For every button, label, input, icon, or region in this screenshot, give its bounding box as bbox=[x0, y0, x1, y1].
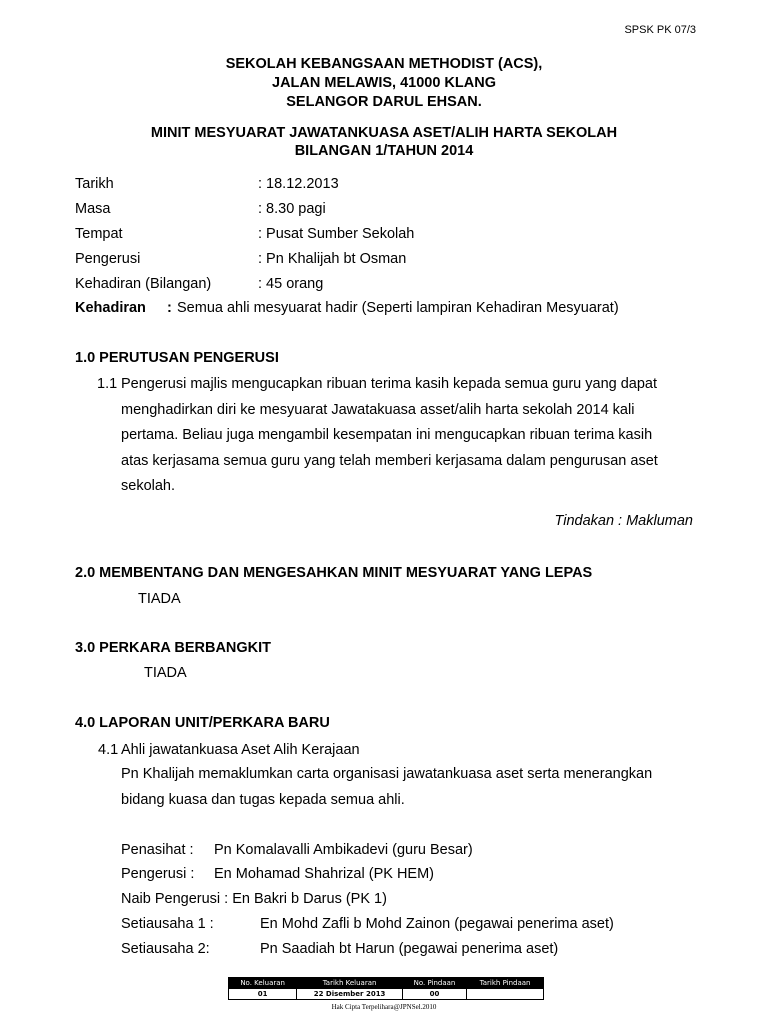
info-value-masa: : 8.30 pagi bbox=[258, 201, 326, 217]
section-3-content: TIADA bbox=[144, 665, 187, 681]
minutes-title: MINIT MESYUARAT JAWATANKUASA ASET/ALIH HARTA SEKOLAH bbox=[150, 125, 618, 141]
info-value-bilangan: : 45 orang bbox=[258, 276, 324, 292]
member-role-setiausaha-1: Setiausaha 1 : bbox=[121, 916, 214, 932]
section-1-line: sekolah. bbox=[121, 478, 176, 494]
section-1-line: pertama. Beliau juga mengambil kesempatan ini mengucapkan ribuan terima kasih bbox=[121, 427, 653, 443]
section-4-item-number: 4.1 bbox=[98, 742, 119, 758]
info-label-tarikh: Tarikh bbox=[75, 176, 114, 192]
section-1-line: menghadirkan diri ke mesyuarat Jawatakuasa asset/alih harta sekolah 2014 kali bbox=[121, 401, 635, 418]
member-role-penasihat: Penasihat : bbox=[121, 842, 194, 858]
section-4-description bbox=[121, 762, 701, 813]
info-label-masa: Masa bbox=[75, 201, 111, 217]
school-name: SEKOLAH KEBANGSAAN METHODIST (ACS), bbox=[225, 56, 543, 72]
section-1-line: Pengerusi majlis mengucapkan ribuan terima kasih kepada semua guru yang dapat bbox=[121, 376, 658, 392]
section-4-line: Pn Khalijah memaklumkan carta organisasi jawatankuasa aset serta menerangkan bbox=[121, 766, 653, 782]
footer-header-tarikh-keluaran: Tarikh Keluaran bbox=[297, 978, 403, 989]
member-naib-pengerusi: Naib Pengerusi : En Bakri b Darus (PK 1) bbox=[121, 891, 387, 907]
section-2-heading: 2.0 MEMBENTANG DAN MENGESAHKAN MINIT MESYUARAT YANG LEPAS bbox=[75, 565, 593, 581]
member-name-pengerusi: En Mohamad Shahrizal (PK HEM) bbox=[214, 866, 434, 882]
info-label-tempat: Tempat bbox=[75, 226, 123, 242]
member-name-setiausaha-2: Pn Saadiah bt Harun (pegawai penerima aset) bbox=[260, 941, 559, 957]
section-4-line: bidang kuasa dan tugas kepada semua ahli. bbox=[121, 791, 405, 808]
document-control-table bbox=[228, 977, 544, 1000]
footer-value-tarikh-pindaan bbox=[467, 989, 544, 1000]
member-role-pengerusi: Pengerusi : bbox=[121, 866, 195, 882]
footer-value-no-pindaan: 00 bbox=[402, 989, 466, 1000]
footer-header-no-pindaan: No. Pindaan bbox=[402, 978, 466, 989]
document-code: SPSK PK 07/3 bbox=[624, 24, 696, 36]
footer-value-tarikh-keluaran: 22 Disember 2013 bbox=[297, 989, 403, 1000]
section-1-heading: 1.0 PERUTUSAN PENGERUSI bbox=[75, 350, 279, 366]
footer-header-no-keluaran: No. Keluaran bbox=[229, 978, 297, 989]
section-4-heading: 4.0 LAPORAN UNIT/PERKARA BARU bbox=[75, 715, 330, 731]
member-name-setiausaha-1: En Mohd Zafli b Mohd Zainon (pegawai penerima aset) bbox=[260, 916, 614, 932]
attendance-colon: : bbox=[167, 300, 172, 316]
member-role-setiausaha-2: Setiausaha 2: bbox=[121, 941, 210, 957]
school-state: SELANGOR DARUL EHSAN. bbox=[286, 94, 482, 110]
section-1-action: Tindakan : Makluman bbox=[554, 513, 693, 529]
section-1-item-number: 1.1 bbox=[97, 376, 118, 392]
info-value-pengerusi: : Pn Khalijah bt Osman bbox=[258, 251, 407, 267]
section-4-item-title: Ahli jawatankuasa Aset Alih Kerajaan bbox=[121, 742, 360, 758]
footer-header-tarikh-pindaan: Tarikh Pindaan bbox=[467, 978, 544, 989]
attendance-value: Semua ahli mesyuarat hadir (Seperti lampiran Kehadiran Mesyuarat) bbox=[177, 300, 619, 316]
school-address: JALAN MELAWIS, 41000 KLANG bbox=[272, 75, 496, 91]
attendance-label: Kehadiran bbox=[75, 300, 146, 316]
section-3-heading: 3.0 PERKARA BERBANGKIT bbox=[75, 640, 272, 656]
section-1-body bbox=[97, 372, 701, 500]
info-label-bilangan: Kehadiran (Bilangan) bbox=[75, 276, 212, 292]
info-label-pengerusi: Pengerusi bbox=[75, 251, 141, 267]
member-name-penasihat: Pn Komalavalli Ambikadevi (guru Besar) bbox=[214, 842, 473, 858]
copyright-notice: Hak Cipta Terpelihara@JPNSel.2010 bbox=[331, 1003, 437, 1011]
info-value-tarikh: : 18.12.2013 bbox=[258, 176, 339, 192]
minutes-number: BILANGAN 1/TAHUN 2014 bbox=[294, 143, 474, 159]
footer-value-no-keluaran: 01 bbox=[229, 989, 297, 1000]
section-1-line: atas kerjasama semua guru yang telah memberi kerjasama dalam pengurusan aset bbox=[121, 452, 658, 469]
info-value-tempat: : Pusat Sumber Sekolah bbox=[258, 226, 415, 242]
section-2-content: TIADA bbox=[138, 591, 181, 607]
